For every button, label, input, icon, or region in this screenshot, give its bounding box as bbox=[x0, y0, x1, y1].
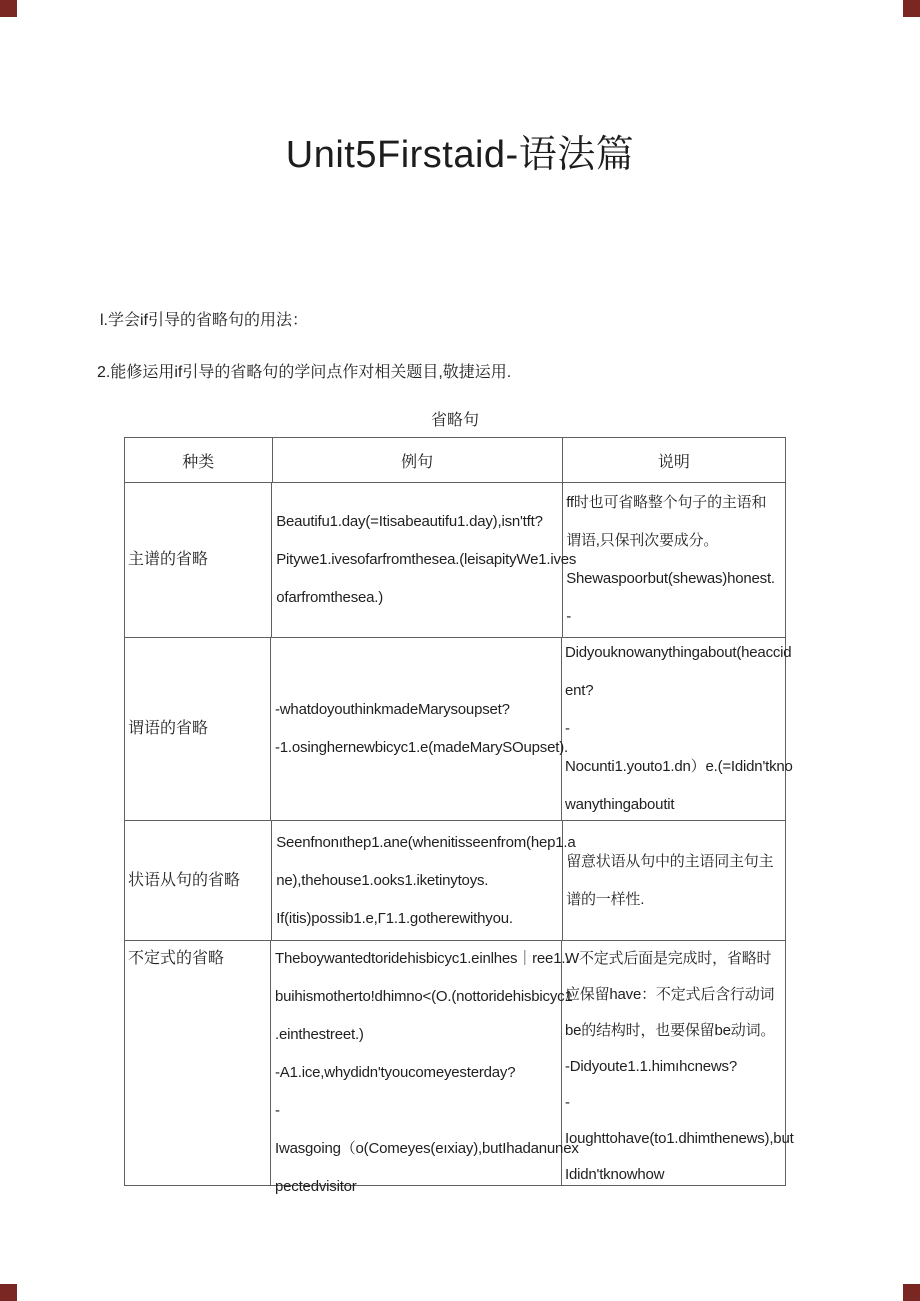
table-row bbox=[125, 821, 785, 941]
table-row bbox=[125, 941, 794, 1195]
corner-marker-top-right bbox=[903, 0, 920, 17]
corner-marker-bottom-left bbox=[0, 1284, 17, 1301]
example-line: If(itis)possib1.e,Γ1.1.gotherewithyou. bbox=[276, 909, 513, 927]
note-line: Ididn'tknowhow bbox=[565, 1166, 665, 1183]
objective-2: 2.能修运用if引导的省略句的学问点作对相关题目,敬捷运用. bbox=[97, 364, 512, 381]
note-line: - bbox=[566, 608, 571, 625]
cell-notes bbox=[563, 483, 785, 637]
corner-marker-top-left bbox=[0, 0, 17, 17]
note-line: Ioughttohave(to1.dhimthenews),but bbox=[565, 1130, 794, 1147]
note-line: - bbox=[565, 720, 570, 737]
note-line: 谓语,只保刊次要成分。 bbox=[566, 532, 719, 549]
column-header-example: 例句 bbox=[273, 438, 563, 482]
example-line: - bbox=[275, 1102, 280, 1119]
example-line: Iwasgoing（o(Comeyes(eıxiay),butIhadanunex bbox=[275, 1140, 579, 1157]
column-header-type: 种类 bbox=[125, 438, 273, 482]
note-line: 应保留have：不定式后含行动词 bbox=[565, 986, 775, 1003]
cell-type bbox=[125, 638, 271, 820]
cell-notes bbox=[563, 821, 785, 940]
cell-notes bbox=[562, 638, 793, 820]
cell-type bbox=[125, 483, 272, 637]
note-line: be的结构时，也要保留be动词。 bbox=[565, 1022, 776, 1039]
type-label: 状语从句的省略 bbox=[128, 871, 241, 889]
example-line: pectedvisitor bbox=[275, 1178, 357, 1195]
example-line: .einthestreet.) bbox=[275, 1026, 364, 1043]
table-header-row bbox=[125, 438, 785, 483]
cell-examples bbox=[271, 638, 568, 820]
example-line: Seenfnonıthep1.ane(whenitisseenfrom(hep1.a bbox=[276, 833, 576, 851]
type-label: 谓语的省略 bbox=[128, 720, 209, 737]
note-line: - bbox=[565, 1094, 570, 1111]
ellipsis-grammar-table bbox=[124, 437, 794, 1195]
corner-marker-bottom-right bbox=[903, 1284, 920, 1301]
type-label: 不定式的省略 bbox=[128, 950, 225, 967]
note-line: Didyouknowanythingabout(heaccid bbox=[565, 644, 792, 661]
table-row bbox=[125, 483, 785, 638]
objective-1: l.学会if引导的省略句的用法： bbox=[100, 312, 309, 329]
example-line: Theboywantedtoridehisbicyc1.einlhes｜ree1.. bbox=[275, 950, 570, 967]
column-header-note: 说明 bbox=[657, 453, 690, 471]
example-line: Beautifu1.day(=Itisabeautifu1.day),isn'tft? bbox=[276, 513, 543, 530]
example-line: ne),thehouse1.ooks1.iketinytoys. bbox=[276, 871, 489, 889]
cell-examples bbox=[272, 483, 577, 637]
page-title: Unit5Firstaid-语法篇 bbox=[285, 134, 635, 176]
example-line: -A1.ice,whydidn'tyoucomeyesterday? bbox=[275, 1064, 516, 1081]
note-line: 谱的一样性. bbox=[566, 890, 645, 908]
cell-examples bbox=[271, 941, 579, 1195]
cell-type bbox=[125, 941, 271, 1185]
note-line: wanythingaboutit bbox=[565, 796, 675, 813]
cell-type bbox=[125, 821, 272, 940]
note-line: Shewaspoorbut(shewas)honest. bbox=[566, 570, 775, 587]
cell-examples bbox=[272, 821, 576, 940]
note-line: 留意状语从句中的主语同主句主 bbox=[566, 852, 774, 870]
table-row bbox=[125, 638, 793, 821]
table-caption: 省略句 bbox=[430, 412, 479, 429]
note-line: Nocunti1.youto1.dn）e.(=Ididn'tkno bbox=[565, 758, 793, 775]
cell-notes bbox=[562, 941, 794, 1185]
note-line: ent? bbox=[565, 682, 594, 699]
example-line: buihismotherto!dhimno<(O.(nottoridehisbicyc1 bbox=[275, 988, 573, 1005]
note-line: -Didyoute1.1.himıhcnews? bbox=[565, 1058, 737, 1075]
example-line: -1.osinghernewbicyc1.e(madeMarySOupset). bbox=[275, 739, 568, 756]
type-label: 主谱的省略 bbox=[128, 551, 209, 568]
example-line: -whatdoyouthinkmadeMarysoupset? bbox=[275, 701, 510, 718]
example-line: ofarfromthesea.) bbox=[276, 589, 384, 606]
example-line: Pitywe1.ivesofarfromthesea.(leisapityWe1.ives bbox=[276, 551, 577, 568]
note-line: ff时也可省略整个句子的主语和 bbox=[566, 494, 767, 511]
note-line: W不定式后面是完成时，省略时 bbox=[565, 950, 772, 967]
